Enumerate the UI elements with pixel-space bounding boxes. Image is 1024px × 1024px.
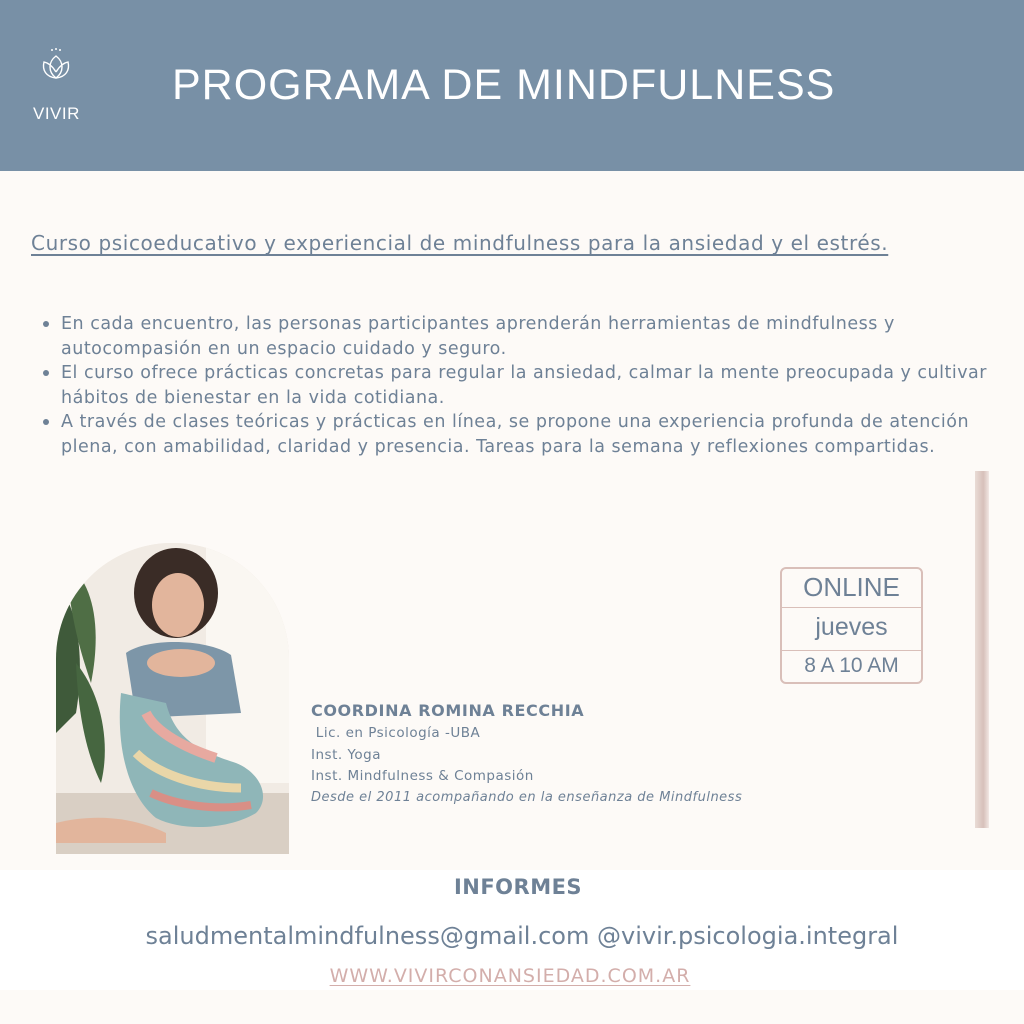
coordinator-credential: Inst. Yoga	[311, 747, 382, 763]
list-item: El curso ofrece prácticas concretas para regular la ansiedad, calmar la mente preocupada y cultivar hábitos de bienestar en la vida cotidiana.	[40, 361, 990, 410]
instructor-illustration	[56, 543, 289, 854]
list-item: En cada encuentro, las personas participantes aprenderán herramientas de mindfulness y autocompasión en un espacio cuidado y seguro.	[40, 312, 990, 361]
page-title: PROGRAMA DE MINDFULNESS	[172, 61, 836, 109]
contact-info[interactable]: saludmentalmindfulness@gmail.com @vivir.psicologia.integral	[145, 922, 899, 950]
coordinator-credential: Inst. Mindfulness & Compasión	[311, 768, 534, 784]
website-link-wrapper	[0, 965, 1020, 987]
schedule-box	[780, 567, 923, 684]
decorative-divider	[975, 471, 989, 828]
schedule-mode: ONLINE	[803, 572, 900, 602]
website-link[interactable]: WWW.VIVIRCONANSIEDAD.COM.AR	[329, 965, 691, 987]
header-banner	[0, 0, 1024, 171]
schedule-divider	[782, 607, 921, 608]
course-subtitle[interactable]: Curso psicoeducativo y experiencial de mindfulness para la ansiedad y el estrés.	[31, 231, 889, 255]
list-item: A través de clases teóricas y prácticas en línea, se propone una experiencia profunda de atención plena, con amabilidad, claridad y presencia. Tareas para la semana y reflexiones compartidas.	[40, 410, 990, 459]
logo-text: VIVIR	[33, 104, 80, 123]
informes-heading: INFORMES	[453, 875, 583, 899]
schedule-day: jueves	[815, 613, 888, 641]
description-list	[40, 312, 990, 459]
coordinator-name: COORDINA ROMINA RECCHIA	[311, 701, 585, 720]
lotus-icon	[38, 46, 74, 84]
coordinator-tagline: Desde el 2011 acompañando en la enseñanza de Mindfulness	[311, 790, 743, 805]
schedule-divider	[782, 650, 921, 651]
schedule-time: 8 A 10 AM	[804, 654, 899, 677]
coordinator-credential: Lic. en Psicología -UBA	[311, 725, 481, 741]
instructor-photo	[56, 543, 289, 854]
